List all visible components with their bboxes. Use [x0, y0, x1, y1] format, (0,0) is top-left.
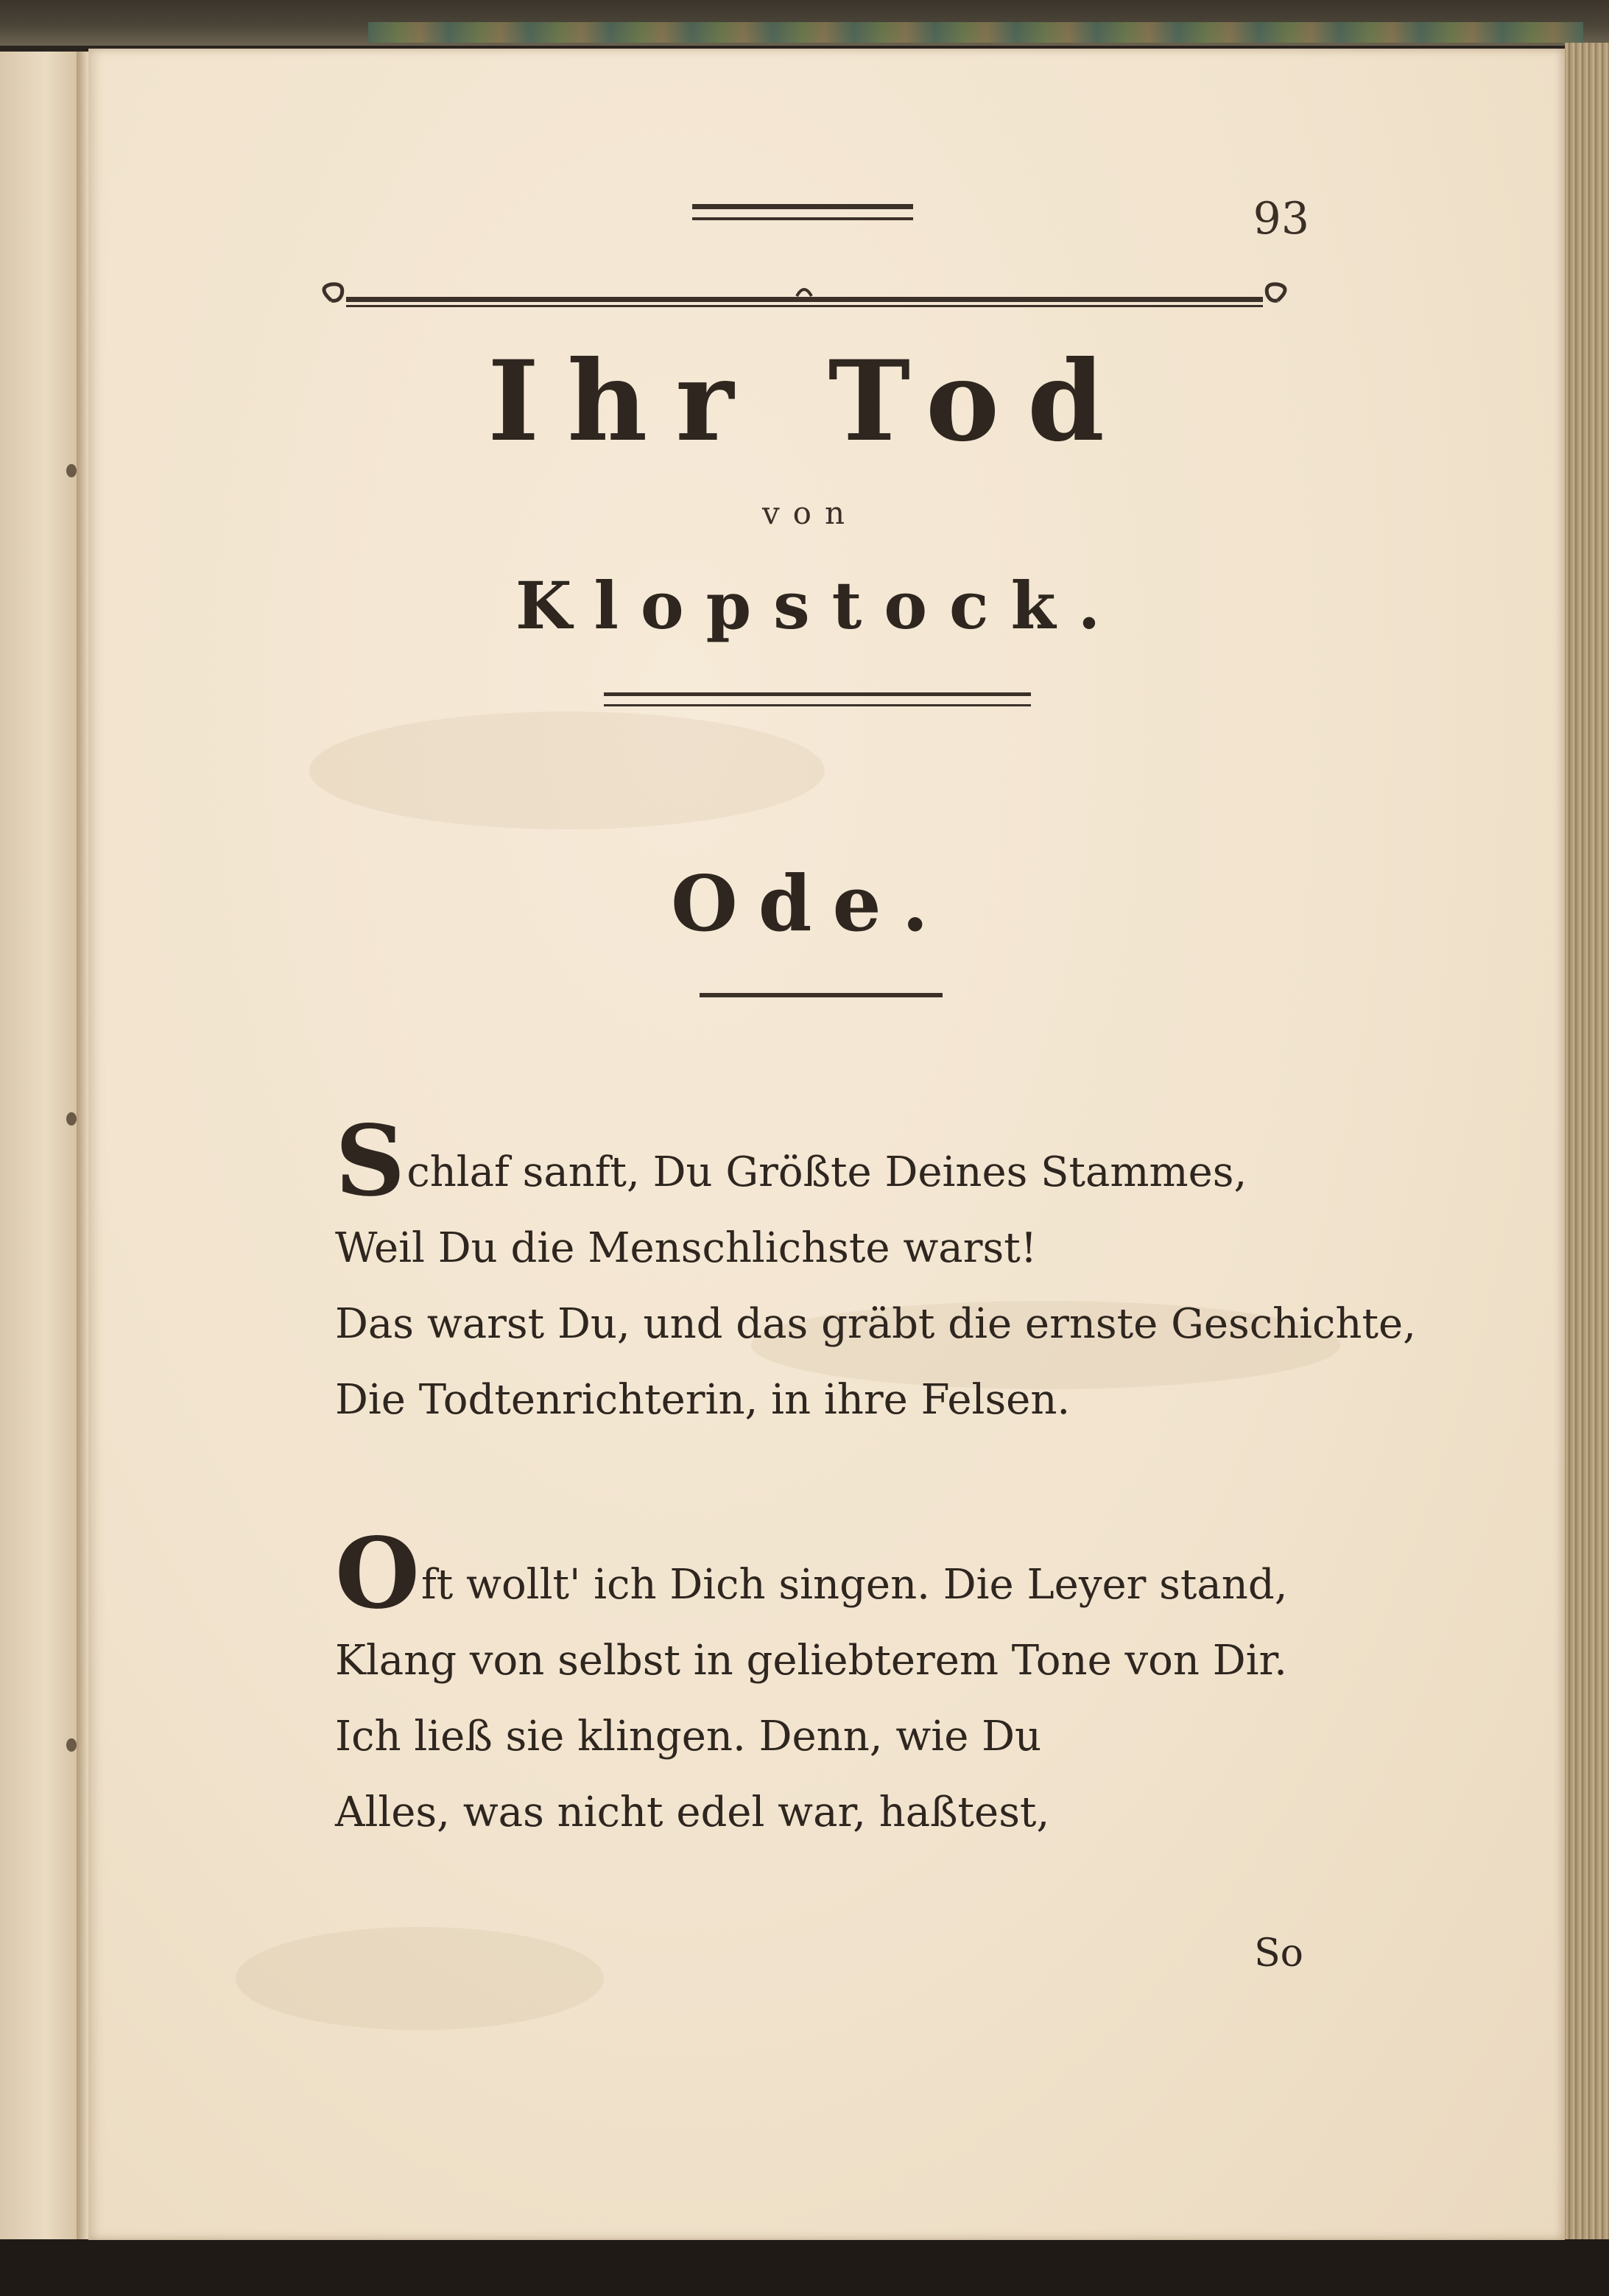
section-divider	[700, 993, 943, 997]
drop-cap: S	[335, 1104, 406, 1218]
drop-cap: O	[335, 1517, 420, 1631]
left-page-edge	[0, 52, 79, 2239]
binding-stitch	[66, 1112, 77, 1126]
title-divider	[604, 704, 1031, 706]
page-number: 93	[1253, 193, 1309, 245]
poem-title: Ihr Tod	[487, 337, 1133, 466]
paper-stain	[309, 712, 825, 829]
binding-stitch	[66, 1738, 77, 1752]
header-rule	[692, 204, 913, 209]
byline: von	[761, 495, 859, 531]
scan-background	[0, 2239, 1609, 2296]
stanza-2	[335, 1517, 1292, 1850]
verse-line: Schlaf sanft, Du Größte Deines Stammes,	[335, 1104, 1247, 1218]
verse-line: Das warst Du, und das gräbt die ernste Geschichte,	[335, 1300, 1416, 1348]
ornamental-rule	[317, 278, 1292, 323]
marbled-cover	[368, 22, 1583, 43]
verse-line: Oft wollt' ich Dich singen. Die Leyer stand,	[335, 1517, 1288, 1631]
paper-stain	[236, 1927, 604, 2030]
book-cover-edge	[0, 0, 1609, 46]
title-divider	[604, 692, 1031, 696]
stanza-1	[335, 1104, 1416, 1438]
verse-line: Klang von selbst in geliebterem Tone von Dir.	[335, 1637, 1287, 1685]
catchword: So	[1254, 1931, 1303, 1976]
section-heading: Ode.	[671, 858, 949, 949]
verse-line: Weil Du die Menschlichste warst!	[335, 1224, 1038, 1272]
spine-gutter	[77, 52, 88, 2239]
verse-line: Alles, was nicht edel war, haßtest,	[335, 1788, 1050, 1836]
author-name: Klopstock.	[515, 567, 1123, 644]
binding-stitch	[66, 464, 77, 477]
verse-line: Die Todtenrichterin, in ihre Felsen.	[335, 1376, 1071, 1424]
page-edges	[1565, 43, 1609, 2253]
header-rule	[692, 217, 913, 220]
verse-line: Ich ließ sie klingen. Denn, wie Du	[335, 1713, 1042, 1760]
